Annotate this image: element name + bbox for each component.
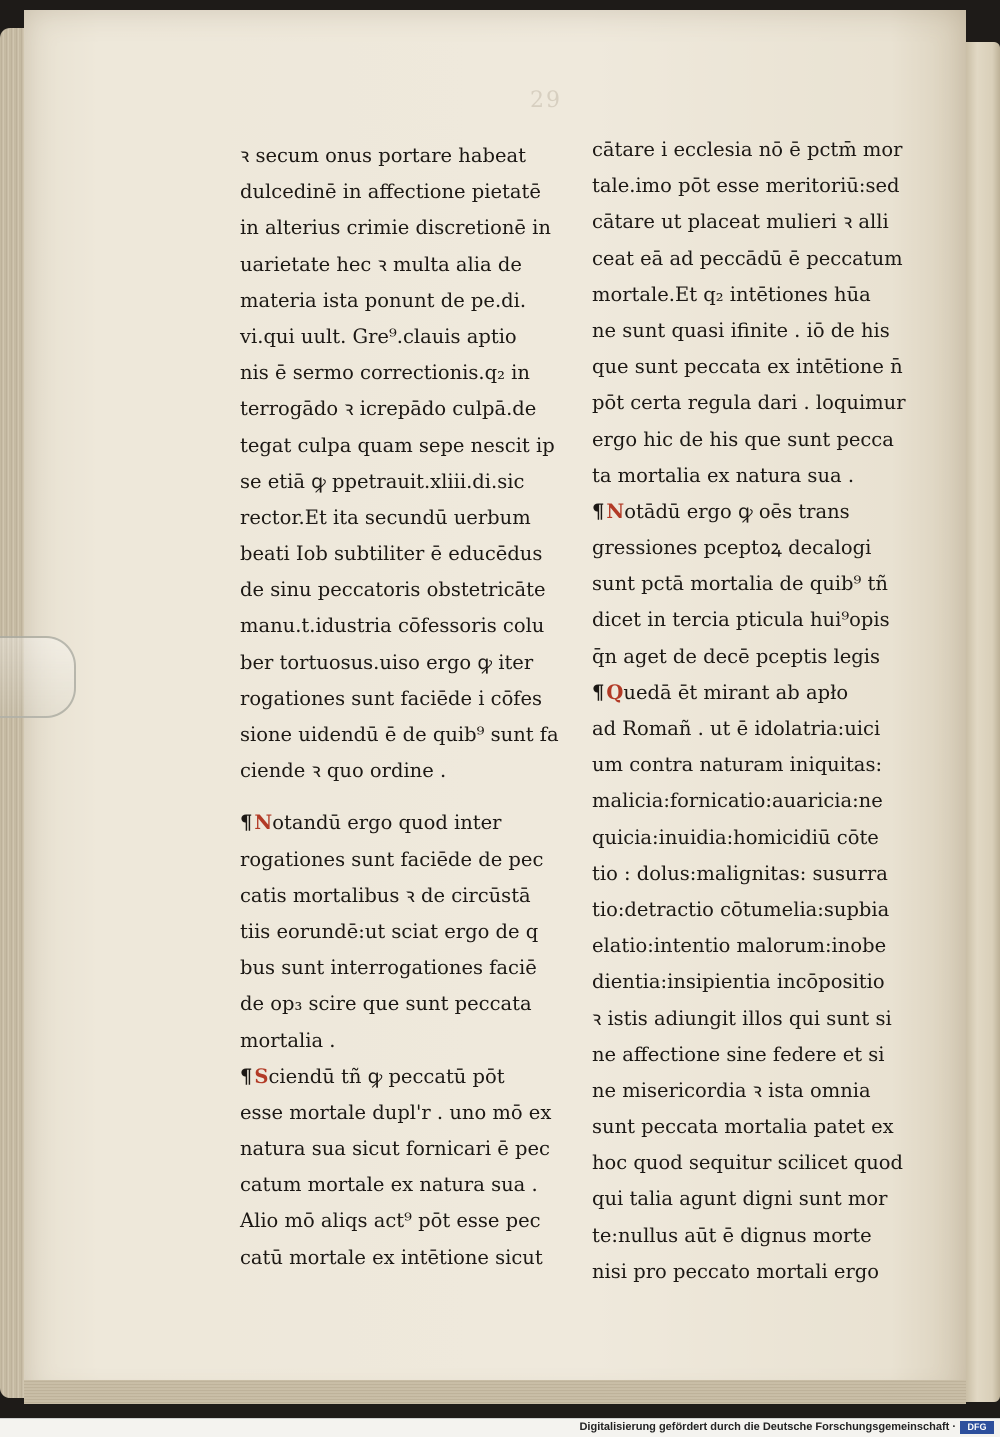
- text-line: [592, 566, 932, 602]
- line-text: de sinu peccatoris obstetricāte: [240, 578, 546, 602]
- line-text: ne sunt quasi ifinite . iō de his: [592, 318, 890, 342]
- paragraph-gap: [240, 789, 570, 805]
- line-text: ne affectione sine federe et si: [592, 1042, 885, 1066]
- text-line: [240, 753, 570, 789]
- paragraph-mark: ¶: [592, 680, 605, 704]
- line-text: rector.Et ita secundū uerbum: [240, 505, 531, 529]
- text-line: [240, 319, 570, 355]
- text-line: [592, 964, 932, 1000]
- line-text: vi.qui uult. Gre⁹.clauis aptio: [240, 324, 517, 348]
- line-text: catis mortalibus ꝛ de circūstā: [240, 883, 531, 907]
- line-text: ꝛ istis adiungit illos qui sunt si: [592, 1006, 892, 1030]
- text-line: [592, 422, 932, 458]
- text-line: [592, 168, 932, 204]
- line-text: ciendū tñ ꝙ peccatū pōt: [268, 1064, 505, 1088]
- text-line: [240, 914, 570, 950]
- line-text: catum mortale ex natura sua .: [240, 1173, 538, 1197]
- text-line: [240, 464, 570, 500]
- line-text: in alterius crimie discretionē in: [240, 216, 551, 240]
- line-text: mortale.Et q₂ intētiones hūa: [592, 282, 871, 306]
- line-text: rogationes sunt faciēde i cōfes: [240, 686, 543, 710]
- text-line: [240, 428, 570, 464]
- line-text: ta mortalia ex natura sua .: [592, 463, 855, 487]
- line-text: natura sua sicut fornicari ē pec: [240, 1137, 550, 1161]
- text-line: [592, 928, 932, 964]
- text-line: [240, 681, 570, 717]
- left-text-column: [240, 138, 570, 1276]
- line-text: pōt certa regula dari . loquimur: [592, 391, 906, 415]
- text-line: [592, 132, 932, 168]
- text-line: [592, 313, 932, 349]
- line-text: malicia:fornicatio:auaricia:ne: [592, 789, 883, 813]
- paragraph-mark: ¶: [240, 811, 253, 835]
- line-text: nisi pro peccato mortali ergo: [592, 1259, 880, 1283]
- line-text: sione uidendū ē de quib⁹ sunt fa: [240, 723, 559, 746]
- text-line: [240, 1059, 570, 1095]
- line-text: sunt peccata mortalia patet ex: [592, 1115, 894, 1139]
- line-text: beati Iob subtiliter ē educēdus: [240, 542, 543, 566]
- text-line: [592, 1181, 932, 1217]
- line-text: tiis eorundē:ut sciat ergo de q: [240, 919, 539, 943]
- rubricated-initial: N: [254, 811, 273, 835]
- line-text: hoc quod sequitur scilicet quod: [592, 1151, 904, 1175]
- rubricated-initial: S: [254, 1064, 269, 1088]
- text-line: [592, 602, 932, 638]
- text-line: [240, 1131, 570, 1167]
- line-text: manu.t.idustria cōfessoris colu: [240, 614, 545, 638]
- line-text: ꝛ secum onus portare habeat: [240, 144, 526, 167]
- line-text: sunt pctā mortalia de quib⁹ tñ: [592, 572, 888, 596]
- text-line: [592, 204, 932, 240]
- line-text: ceat eā ad peccādū ē peccatum: [592, 246, 903, 270]
- line-text: que sunt peccata ex intētione n̄: [592, 355, 903, 379]
- text-line: [240, 842, 570, 878]
- bottom-page-edges: [24, 1380, 966, 1404]
- page-clip: [0, 636, 76, 718]
- text-line: [592, 494, 932, 530]
- line-text: de op₃ scire que sunt peccata: [240, 992, 532, 1016]
- line-text: uedā ēt mirant ab apło: [623, 680, 849, 704]
- footer-bar: [0, 1418, 1000, 1437]
- text-line: [592, 1254, 932, 1290]
- text-line: [240, 986, 570, 1022]
- text-line: [592, 747, 932, 783]
- rubricated-initial: Q: [606, 680, 624, 704]
- text-line: [592, 783, 932, 819]
- text-line: [592, 892, 932, 928]
- text-line: [240, 138, 570, 174]
- line-text: otādū ergo ꝙ oēs trans: [624, 499, 850, 523]
- text-line: [240, 1095, 570, 1131]
- text-line: [592, 1073, 932, 1109]
- line-text: bus sunt interrogationes faciē: [240, 956, 537, 980]
- line-text: dicet in tercia pticula hui⁹opis: [592, 608, 890, 632]
- text-line: [240, 500, 570, 536]
- rubricated-initial: N: [606, 499, 625, 523]
- line-text: ergo hic de his que sunt pecca: [592, 427, 894, 451]
- line-text: te:nullus aūt ē dignus morte: [592, 1223, 872, 1247]
- right-text-column: [592, 132, 932, 1290]
- line-text: ber tortuosus.uiso ergo ꝙ iter: [240, 650, 534, 674]
- text-line: [592, 1145, 932, 1181]
- dfg-logo: DFG: [960, 1421, 994, 1434]
- text-line: [592, 349, 932, 385]
- line-text: tio:detractio cōtumelia:supbia: [592, 897, 890, 921]
- line-text: dientia:insipientia incōpositio: [592, 970, 885, 994]
- folio-mark: 29: [530, 88, 562, 113]
- paragraph-mark: ¶: [240, 1064, 253, 1088]
- text-line: [592, 277, 932, 313]
- text-line: [592, 530, 932, 566]
- line-text: q̄n aget de decē pceptis legis: [592, 644, 881, 668]
- line-text: cātare ut placeat mulieri ꝛ alli: [592, 210, 889, 234]
- text-line: [240, 878, 570, 914]
- text-line: [592, 241, 932, 277]
- text-line: [592, 639, 932, 675]
- line-text: gressiones pceptoꝝ decalogi: [592, 536, 872, 560]
- line-text: tio : dolus:malignitas: susurra: [592, 861, 888, 885]
- text-line: [592, 856, 932, 892]
- text-line: [240, 247, 570, 283]
- line-text: ciende ꝛ quo ordine .: [240, 759, 447, 783]
- text-line: [592, 1109, 932, 1145]
- line-text: se etiā ꝙ ppetrauit.xliii.di.sic: [240, 469, 525, 493]
- text-line: [240, 1023, 570, 1059]
- text-line: [592, 675, 932, 711]
- line-text: dulcedinē in affectione pietatē: [240, 180, 541, 204]
- line-text: ne misericordia ꝛ ista omnia: [592, 1078, 871, 1102]
- line-text: catū mortale ex intētione sicut: [240, 1245, 543, 1269]
- text-line: [240, 355, 570, 391]
- text-line: [240, 608, 570, 644]
- text-line: [592, 711, 932, 747]
- text-line: [240, 1203, 570, 1239]
- line-text: materia ista ponunt de pe.di.: [240, 288, 527, 312]
- text-line: [592, 458, 932, 494]
- text-line: [240, 210, 570, 246]
- text-line: [240, 1167, 570, 1203]
- line-text: nis ē sermo correctionis.q₂ in: [240, 361, 530, 385]
- funding-credit: Digitalisierung gefördert durch die Deutsche Forschungsgemeinschaft ·: [579, 1421, 956, 1433]
- text-line: [592, 385, 932, 421]
- text-line: [592, 1218, 932, 1254]
- text-line: [240, 391, 570, 427]
- line-text: Alio mō aliqs act⁹ pōt esse pec: [240, 1209, 541, 1233]
- text-line: [240, 645, 570, 681]
- line-text: elatio:intentio malorum:inobe: [592, 934, 887, 958]
- line-text: tegat culpa quam sepe nescit ip: [240, 433, 555, 457]
- line-text: cātare i ecclesia nō ē pctm̄ mor: [592, 138, 903, 161]
- right-page-edge: [962, 42, 1000, 1402]
- text-line: [240, 717, 570, 753]
- line-text: mortalia .: [240, 1028, 336, 1052]
- line-text: qui talia agunt digni sunt mor: [592, 1187, 888, 1211]
- line-text: rogationes sunt faciēde de pec: [240, 847, 544, 871]
- text-line: [240, 805, 570, 841]
- text-line: [592, 1001, 932, 1037]
- line-text: quicia:inuidia:homicidiū cōte: [592, 825, 879, 849]
- text-line: [240, 536, 570, 572]
- line-text: otandū ergo quod inter: [272, 811, 502, 835]
- paragraph-mark: ¶: [592, 499, 605, 523]
- text-line: [592, 820, 932, 856]
- line-text: uarietate hec ꝛ multa alia de: [240, 252, 522, 276]
- line-text: tale.imo pōt esse meritoriū:sed: [592, 174, 900, 198]
- line-text: terrogādo ꝛ icrepādo culpā.de: [240, 397, 537, 421]
- text-line: [240, 950, 570, 986]
- text-line: [240, 572, 570, 608]
- line-text: um contra naturam iniquitas:: [592, 753, 883, 777]
- text-line: [240, 174, 570, 210]
- line-text: ad Romañ . ut ē idolatria:uici: [592, 717, 881, 740]
- text-line: [592, 1037, 932, 1073]
- text-line: [240, 1240, 570, 1276]
- text-line: [240, 283, 570, 319]
- line-text: esse mortale dupl'r . uno mō ex: [240, 1100, 552, 1124]
